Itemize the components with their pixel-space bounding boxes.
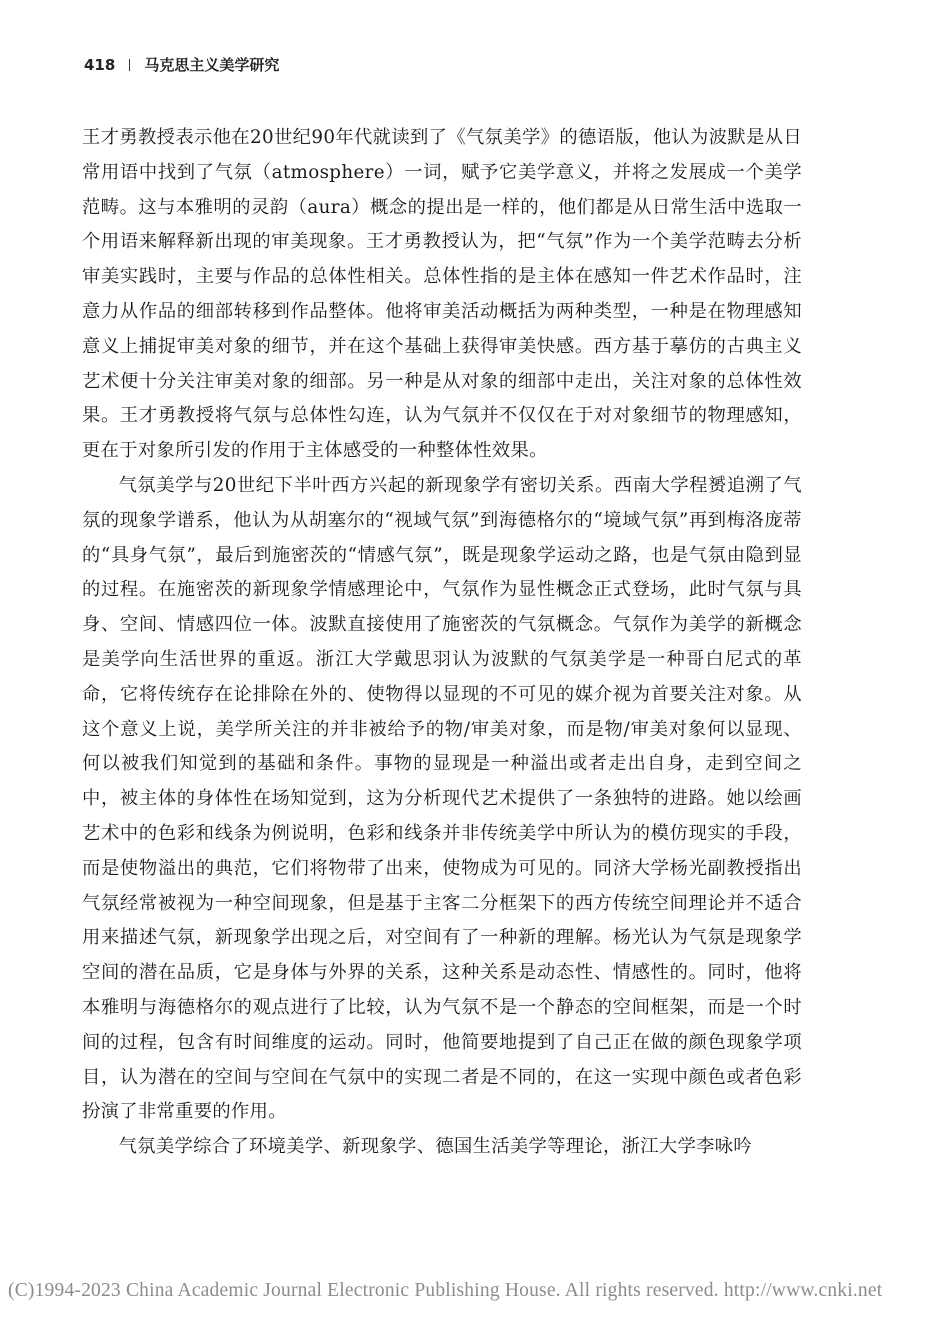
header-separator (129, 59, 130, 71)
paragraph-1: 王才勇教授表示他在20世纪90年代就读到了《气氛美学》的德语版，他认为波默是从日常用语中找到了气氛（atmosphere）一词，赋予它美学意义，并将之发展成一个美学范畴。这与本雅明的灵韵（aura）概念的提出是一样的，他们都是从日常生活中选取一个用语来解释新出现的审美现象。王才勇教授认为，把“气氛”作为一个美学范畴去分析审美实践时，主要与作品的总体性相关。总体性指的是主体在感知一件艺术作品时，注意力从作品的细部转移到作品整体。他将审美活动概括为两种类型，一种是在物理感知意义上捕捉审美对象的细节，并在这个基础上获得审美快感。西方基于摹仿的古典主义艺术便十分关注审美对象的细部。另一种是从对象的细部中走出，关注对象的总体性效果。王才勇教授将气氛与总体性勾连，认为气氛并不仅仅在于对对象细节的物理感知，更在于对象所引发的作用于主体感受的一种整体性效果。 (82, 127, 802, 462)
journal-title: 马克思主义美学研究 (144, 56, 280, 74)
paragraph-3: 气氛美学综合了环境美学、新现象学、德国生活美学等理论，浙江大学李咏吟 (118, 1136, 753, 1158)
page-number: 418 (84, 55, 116, 74)
article-body (82, 121, 802, 1165)
paragraph-2: 气氛美学与20世纪下半叶西方兴起的新现象学有密切关系。西南大学程赟追溯了气氛的现象学谱系，他认为从胡塞尔的“视域气氛”到海德格尔的“境域气氛”再到梅洛庞蒂的“具身气氛”，最后到施密茨的“情感气氛”，既是现象学运动之路，也是气氛由隐到显的过程。在施密茨的新现象学情感理论中，气氛作为显性概念正式登场，此时气氛与具身、空间、情感四位一体。波默直接使用了施密茨的气氛概念。气氛作为美学的新概念是美学向生活世界的重返。浙江大学戴思羽认为波默的气氛美学是一种哥白尼式的革命，它将传统存在论排除在外的、使物得以显现的不可见的媒介视为首要关注对象。从这个意义上说，美学所关注的并非被给予的物/审美对象，而是物/审美对象何以显现、何以被我们知觉到的基础和条件。事物的显现是一种溢出或者走出自身，走到空间之中，被主体的身体性在场知觉到，这为分析现代艺术提供了一条独特的进路。她以绘画艺术中的色彩和线条为例说明，色彩和线条并非传统美学中所认为的模仿现实的手段，而是使物溢出的典范，它们将物带了出来，使物成为可见的。同济大学杨光副教授指出气氛经常被视为一种空间现象，但是基于主客二分框架下的西方传统空间理论并不适合用来描述气氛，新现象学出现之后，对空间有了一种新的理解。杨光认为气氛是现象学空间的潜在品质，它是身体与外界的关系，这种关系是动态性、情感性的。同时，他将本雅明与海德格尔的观点进行了比较，认为气氛不是一个静态的空间框架，而是一个时间的过程，包含有时间维度的运动。同时，他简要地提到了自己正在做的颜色现象学项目，认为潜在的空间与空间在气氛中的实现二者是不同的，在这一实现中颜色或者色彩扮演了非常重要的作用。 (82, 474, 802, 1123)
copyright-watermark: (C)1994-2023 China Academic Journal Electronic Publishing House. All rights reserved. http://www.cnki.net (8, 1280, 883, 1301)
running-header (84, 54, 279, 75)
